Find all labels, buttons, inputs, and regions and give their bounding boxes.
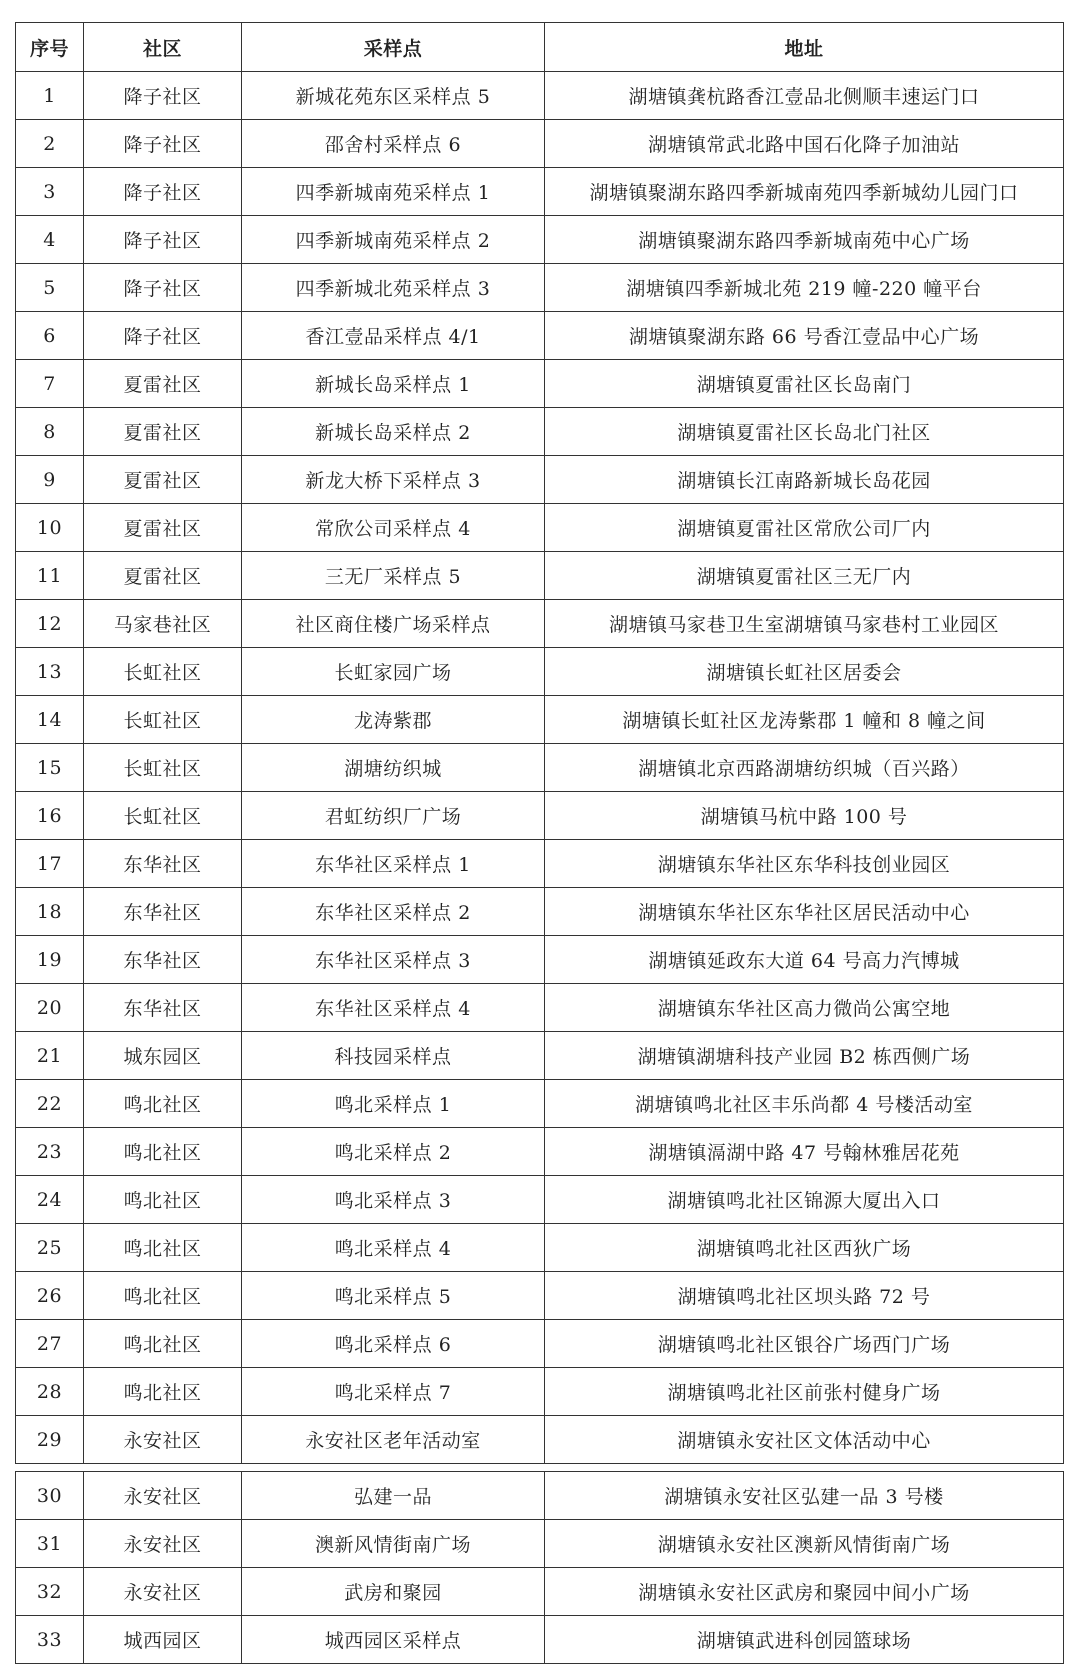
cell-community: 降子社区 — [84, 168, 242, 216]
cell-community: 鸣北社区 — [84, 1176, 242, 1224]
cell-no: 27 — [16, 1320, 84, 1368]
table-row — [16, 408, 1064, 456]
cell-community: 永安社区 — [84, 1520, 242, 1568]
cell-no: 19 — [16, 936, 84, 984]
cell-no: 15 — [16, 744, 84, 792]
cell-site: 东华社区采样点 1 — [242, 840, 545, 888]
cell-site: 鸣北采样点 7 — [242, 1368, 545, 1416]
cell-site: 鸣北采样点 4 — [242, 1224, 545, 1272]
table-row — [16, 1616, 1064, 1664]
table-row — [16, 1568, 1064, 1616]
table-row — [16, 504, 1064, 552]
table-row — [16, 600, 1064, 648]
table-row — [16, 840, 1064, 888]
cell-no: 7 — [16, 360, 84, 408]
cell-address: 湖塘镇长江南路新城长岛花园 — [545, 456, 1064, 504]
cell-site: 永安社区老年活动室 — [242, 1416, 545, 1464]
cell-community: 永安社区 — [84, 1416, 242, 1464]
cell-no: 14 — [16, 696, 84, 744]
cell-community: 东华社区 — [84, 936, 242, 984]
cell-no: 25 — [16, 1224, 84, 1272]
cell-site: 武房和聚园 — [242, 1568, 545, 1616]
cell-community: 东华社区 — [84, 984, 242, 1032]
cell-site: 鸣北采样点 1 — [242, 1080, 545, 1128]
cell-community: 降子社区 — [84, 312, 242, 360]
cell-address: 湖塘镇夏雷社区三无厂内 — [545, 552, 1064, 600]
cell-no: 5 — [16, 264, 84, 312]
cell-site: 新城长岛采样点 2 — [242, 408, 545, 456]
cell-no: 6 — [16, 312, 84, 360]
cell-site: 东华社区采样点 4 — [242, 984, 545, 1032]
cell-site: 东华社区采样点 2 — [242, 888, 545, 936]
cell-site: 弘建一品 — [242, 1472, 545, 1520]
table-row — [16, 1176, 1064, 1224]
cell-address: 湖塘镇滆湖中路 47 号翰林雅居花苑 — [545, 1128, 1064, 1176]
table-row — [16, 792, 1064, 840]
cell-community: 鸣北社区 — [84, 1272, 242, 1320]
cell-address: 湖塘镇聚湖东路四季新城南苑四季新城幼儿园门口 — [545, 168, 1064, 216]
table-row — [16, 456, 1064, 504]
cell-community: 长虹社区 — [84, 696, 242, 744]
cell-site: 鸣北采样点 3 — [242, 1176, 545, 1224]
cell-address: 湖塘镇四季新城北苑 219 幢-220 幢平台 — [545, 264, 1064, 312]
cell-no: 29 — [16, 1416, 84, 1464]
header-community: 社区 — [84, 23, 242, 72]
cell-no: 20 — [16, 984, 84, 1032]
cell-community: 鸣北社区 — [84, 1320, 242, 1368]
cell-no: 22 — [16, 1080, 84, 1128]
table-row — [16, 1080, 1064, 1128]
cell-community: 降子社区 — [84, 216, 242, 264]
cell-address: 湖塘镇永安社区弘建一品 3 号楼 — [545, 1472, 1064, 1520]
cell-community: 永安社区 — [84, 1472, 242, 1520]
cell-community: 鸣北社区 — [84, 1368, 242, 1416]
sampling-sites-table — [15, 22, 1064, 1464]
header-no: 序号 — [16, 23, 84, 72]
cell-no: 32 — [16, 1568, 84, 1616]
cell-address: 湖塘镇北京西路湖塘纺织城（百兴路） — [545, 744, 1064, 792]
cell-community: 东华社区 — [84, 840, 242, 888]
cell-address: 湖塘镇东华社区高力微尚公寓空地 — [545, 984, 1064, 1032]
table-row — [16, 120, 1064, 168]
cell-site: 新城花苑东区采样点 5 — [242, 72, 545, 120]
sampling-sites-table-continued — [15, 1471, 1064, 1664]
cell-community: 城东园区 — [84, 1032, 242, 1080]
cell-no: 18 — [16, 888, 84, 936]
table-row — [16, 216, 1064, 264]
cell-community: 长虹社区 — [84, 792, 242, 840]
cell-address: 湖塘镇湖塘科技产业园 B2 栋西侧广场 — [545, 1032, 1064, 1080]
cell-no: 28 — [16, 1368, 84, 1416]
cell-no: 16 — [16, 792, 84, 840]
table-body — [16, 72, 1064, 1464]
cell-community: 夏雷社区 — [84, 504, 242, 552]
cell-address: 湖塘镇长虹社区龙涛紫郡 1 幢和 8 幢之间 — [545, 696, 1064, 744]
cell-no: 30 — [16, 1472, 84, 1520]
cell-address: 湖塘镇夏雷社区常欣公司厂内 — [545, 504, 1064, 552]
cell-site: 新城长岛采样点 1 — [242, 360, 545, 408]
table-row — [16, 264, 1064, 312]
cell-no: 17 — [16, 840, 84, 888]
header-site: 采样点 — [242, 23, 545, 72]
cell-address: 湖塘镇鸣北社区锦源大厦出入口 — [545, 1176, 1064, 1224]
cell-community: 鸣北社区 — [84, 1080, 242, 1128]
cell-address: 湖塘镇长虹社区居委会 — [545, 648, 1064, 696]
table-row — [16, 936, 1064, 984]
cell-address: 湖塘镇鸣北社区坝头路 72 号 — [545, 1272, 1064, 1320]
header-address: 地址 — [545, 23, 1064, 72]
cell-site: 四季新城南苑采样点 2 — [242, 216, 545, 264]
cell-no: 12 — [16, 600, 84, 648]
table-row — [16, 1128, 1064, 1176]
cell-community: 马家巷社区 — [84, 600, 242, 648]
cell-address: 湖塘镇鸣北社区银谷广场西门广场 — [545, 1320, 1064, 1368]
cell-address: 湖塘镇马杭中路 100 号 — [545, 792, 1064, 840]
cell-address: 湖塘镇龚杭路香江壹品北侧顺丰速运门口 — [545, 72, 1064, 120]
cell-address: 湖塘镇武进科创园篮球场 — [545, 1616, 1064, 1664]
cell-address: 湖塘镇夏雷社区长岛北门社区 — [545, 408, 1064, 456]
table-row — [16, 72, 1064, 120]
cell-community: 夏雷社区 — [84, 456, 242, 504]
cell-community: 夏雷社区 — [84, 360, 242, 408]
cell-site: 科技园采样点 — [242, 1032, 545, 1080]
cell-site: 鸣北采样点 5 — [242, 1272, 545, 1320]
table-row — [16, 648, 1064, 696]
table-row — [16, 696, 1064, 744]
cell-no: 8 — [16, 408, 84, 456]
cell-address: 湖塘镇永安社区武房和聚园中间小广场 — [545, 1568, 1064, 1616]
cell-no: 33 — [16, 1616, 84, 1664]
cell-site: 邵舍村采样点 6 — [242, 120, 545, 168]
cell-address: 湖塘镇马家巷卫生室湖塘镇马家巷村工业园区 — [545, 600, 1064, 648]
table-body-continued — [16, 1472, 1064, 1664]
cell-community: 夏雷社区 — [84, 408, 242, 456]
cell-site: 三无厂采样点 5 — [242, 552, 545, 600]
cell-address: 湖塘镇延政东大道 64 号高力汽博城 — [545, 936, 1064, 984]
cell-address: 湖塘镇鸣北社区丰乐尚都 4 号楼活动室 — [545, 1080, 1064, 1128]
cell-site: 鸣北采样点 2 — [242, 1128, 545, 1176]
cell-community: 降子社区 — [84, 264, 242, 312]
table-row — [16, 1224, 1064, 1272]
cell-no: 1 — [16, 72, 84, 120]
table-row — [16, 1368, 1064, 1416]
cell-address: 湖塘镇鸣北社区前张村健身广场 — [545, 1368, 1064, 1416]
cell-site: 鸣北采样点 6 — [242, 1320, 545, 1368]
cell-no: 23 — [16, 1128, 84, 1176]
cell-site: 新龙大桥下采样点 3 — [242, 456, 545, 504]
cell-site: 澳新风情街南广场 — [242, 1520, 545, 1568]
cell-site: 君虹纺织厂广场 — [242, 792, 545, 840]
cell-community: 降子社区 — [84, 72, 242, 120]
cell-no: 26 — [16, 1272, 84, 1320]
cell-community: 城西园区 — [84, 1616, 242, 1664]
cell-site: 社区商住楼广场采样点 — [242, 600, 545, 648]
cell-address: 湖塘镇永安社区澳新风情街南广场 — [545, 1520, 1064, 1568]
cell-site: 东华社区采样点 3 — [242, 936, 545, 984]
cell-site: 长虹家园广场 — [242, 648, 545, 696]
table-row — [16, 360, 1064, 408]
table-row — [16, 1320, 1064, 1368]
cell-community: 永安社区 — [84, 1568, 242, 1616]
cell-site: 香江壹品采样点 4/1 — [242, 312, 545, 360]
cell-community: 降子社区 — [84, 120, 242, 168]
table-row — [16, 1472, 1064, 1520]
table-row — [16, 552, 1064, 600]
cell-site: 龙涛紫郡 — [242, 696, 545, 744]
table-row — [16, 1272, 1064, 1320]
cell-address: 湖塘镇常武北路中国石化降子加油站 — [545, 120, 1064, 168]
cell-address: 湖塘镇聚湖东路 66 号香江壹品中心广场 — [545, 312, 1064, 360]
cell-no: 24 — [16, 1176, 84, 1224]
cell-community: 夏雷社区 — [84, 552, 242, 600]
table-row — [16, 168, 1064, 216]
cell-no: 10 — [16, 504, 84, 552]
cell-no: 4 — [16, 216, 84, 264]
cell-address: 湖塘镇东华社区东华社区居民活动中心 — [545, 888, 1064, 936]
cell-community: 东华社区 — [84, 888, 242, 936]
cell-no: 2 — [16, 120, 84, 168]
cell-site: 四季新城北苑采样点 3 — [242, 264, 545, 312]
table-row — [16, 1520, 1064, 1568]
cell-site: 湖塘纺织城 — [242, 744, 545, 792]
table-row — [16, 312, 1064, 360]
cell-community: 长虹社区 — [84, 744, 242, 792]
cell-site: 城西园区采样点 — [242, 1616, 545, 1664]
cell-no: 21 — [16, 1032, 84, 1080]
cell-no: 3 — [16, 168, 84, 216]
cell-no: 9 — [16, 456, 84, 504]
table-header-row — [16, 23, 1064, 72]
cell-address: 湖塘镇夏雷社区长岛南门 — [545, 360, 1064, 408]
table-row — [16, 888, 1064, 936]
cell-no: 13 — [16, 648, 84, 696]
table-row — [16, 984, 1064, 1032]
cell-address: 湖塘镇聚湖东路四季新城南苑中心广场 — [545, 216, 1064, 264]
cell-community: 鸣北社区 — [84, 1128, 242, 1176]
cell-address: 湖塘镇鸣北社区西狄广场 — [545, 1224, 1064, 1272]
cell-no: 11 — [16, 552, 84, 600]
cell-address: 湖塘镇东华社区东华科技创业园区 — [545, 840, 1064, 888]
cell-no: 31 — [16, 1520, 84, 1568]
cell-site: 四季新城南苑采样点 1 — [242, 168, 545, 216]
cell-community: 鸣北社区 — [84, 1224, 242, 1272]
cell-community: 长虹社区 — [84, 648, 242, 696]
cell-site: 常欣公司采样点 4 — [242, 504, 545, 552]
cell-address: 湖塘镇永安社区文体活动中心 — [545, 1416, 1064, 1464]
table-row — [16, 1416, 1064, 1464]
table-row — [16, 744, 1064, 792]
table-row — [16, 1032, 1064, 1080]
